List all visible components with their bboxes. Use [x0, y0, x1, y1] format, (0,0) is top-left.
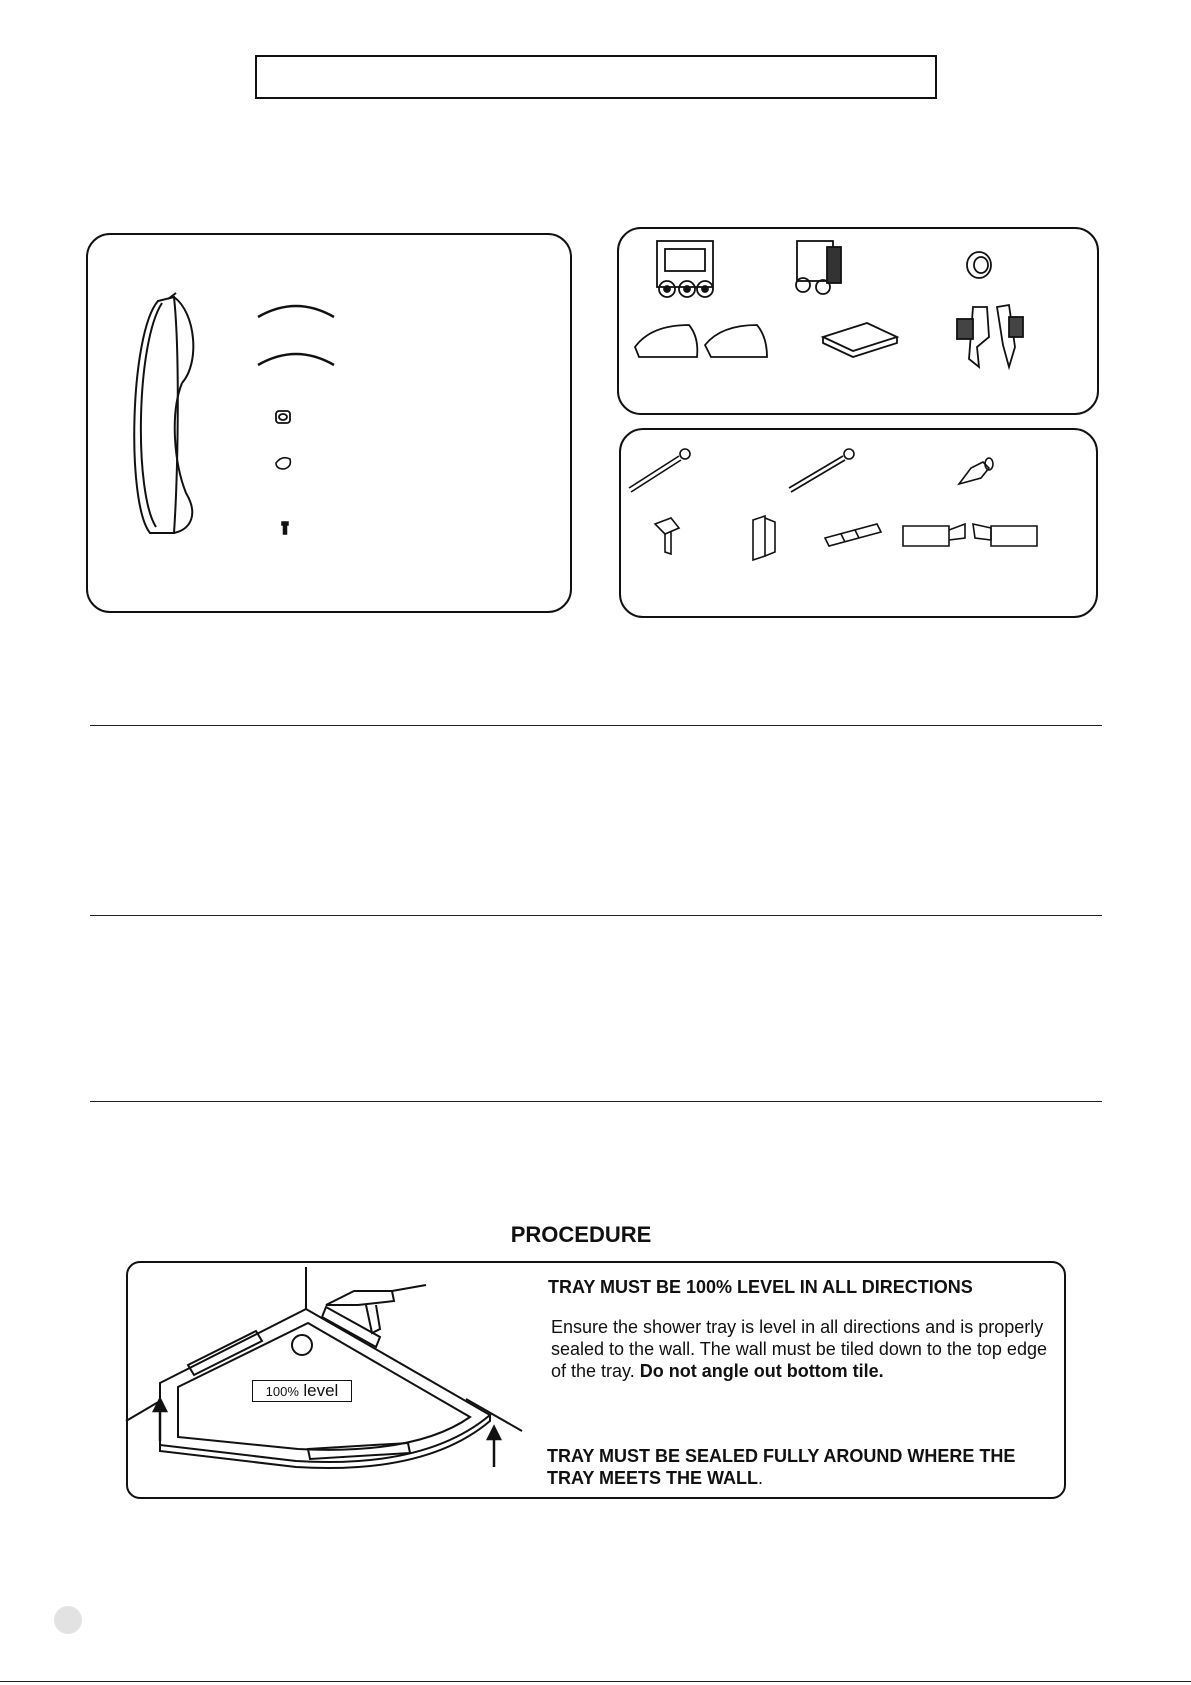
curved-strip-icon [258, 306, 334, 317]
title-box [255, 55, 937, 99]
roller-front-icon [657, 241, 713, 297]
roller-parts-illustration [617, 227, 1099, 415]
page-number-marker [54, 1606, 82, 1634]
roller-side-icon [796, 241, 841, 294]
ring-icon [967, 252, 991, 278]
arrow-up-icon [154, 1399, 166, 1441]
connector-icon [903, 524, 1037, 546]
long-screw-icon [629, 449, 690, 492]
long-screw-icon [789, 449, 854, 492]
small-screw-icon [282, 522, 288, 534]
end-cap-icon [823, 323, 897, 357]
tray-level-heading: TRAY MUST BE 100% LEVEL IN ALL DIRECTIONS [548, 1277, 973, 1297]
section-divider [90, 1101, 1102, 1102]
insert-icon [276, 458, 290, 469]
section-divider [90, 915, 1102, 916]
washer-icon [276, 411, 290, 423]
wall-plug-icon [825, 524, 881, 546]
instruction-text: Ensure the shower tray is level in all directions and is properly sealed to the wall. The wall must be tiled down to the top edge of the tray. Do not angle out bottom tile. [551, 1317, 1047, 1381]
fixings-illustration [619, 428, 1098, 618]
channel-icon [753, 516, 775, 560]
procedure-heading: PROCEDURE [510, 1222, 652, 1247]
section-divider [90, 725, 1102, 726]
bottom-divider [0, 1681, 1191, 1682]
hinge-bracket-icon [957, 305, 1023, 367]
clip-icon [655, 518, 679, 554]
level-label: 100% level [252, 1380, 352, 1402]
curved-strip-icon [258, 354, 334, 365]
corner-cap-icon [635, 325, 767, 357]
handle-parts-illustration [86, 233, 572, 613]
door-handle-icon [134, 293, 193, 533]
short-screw-icon [959, 458, 993, 484]
sealed-heading: TRAY MUST BE SEALED FULLY AROUND WHERE THE TRAY MEETS THE WALL. [547, 1446, 1016, 1488]
arrow-up-icon [488, 1427, 500, 1467]
